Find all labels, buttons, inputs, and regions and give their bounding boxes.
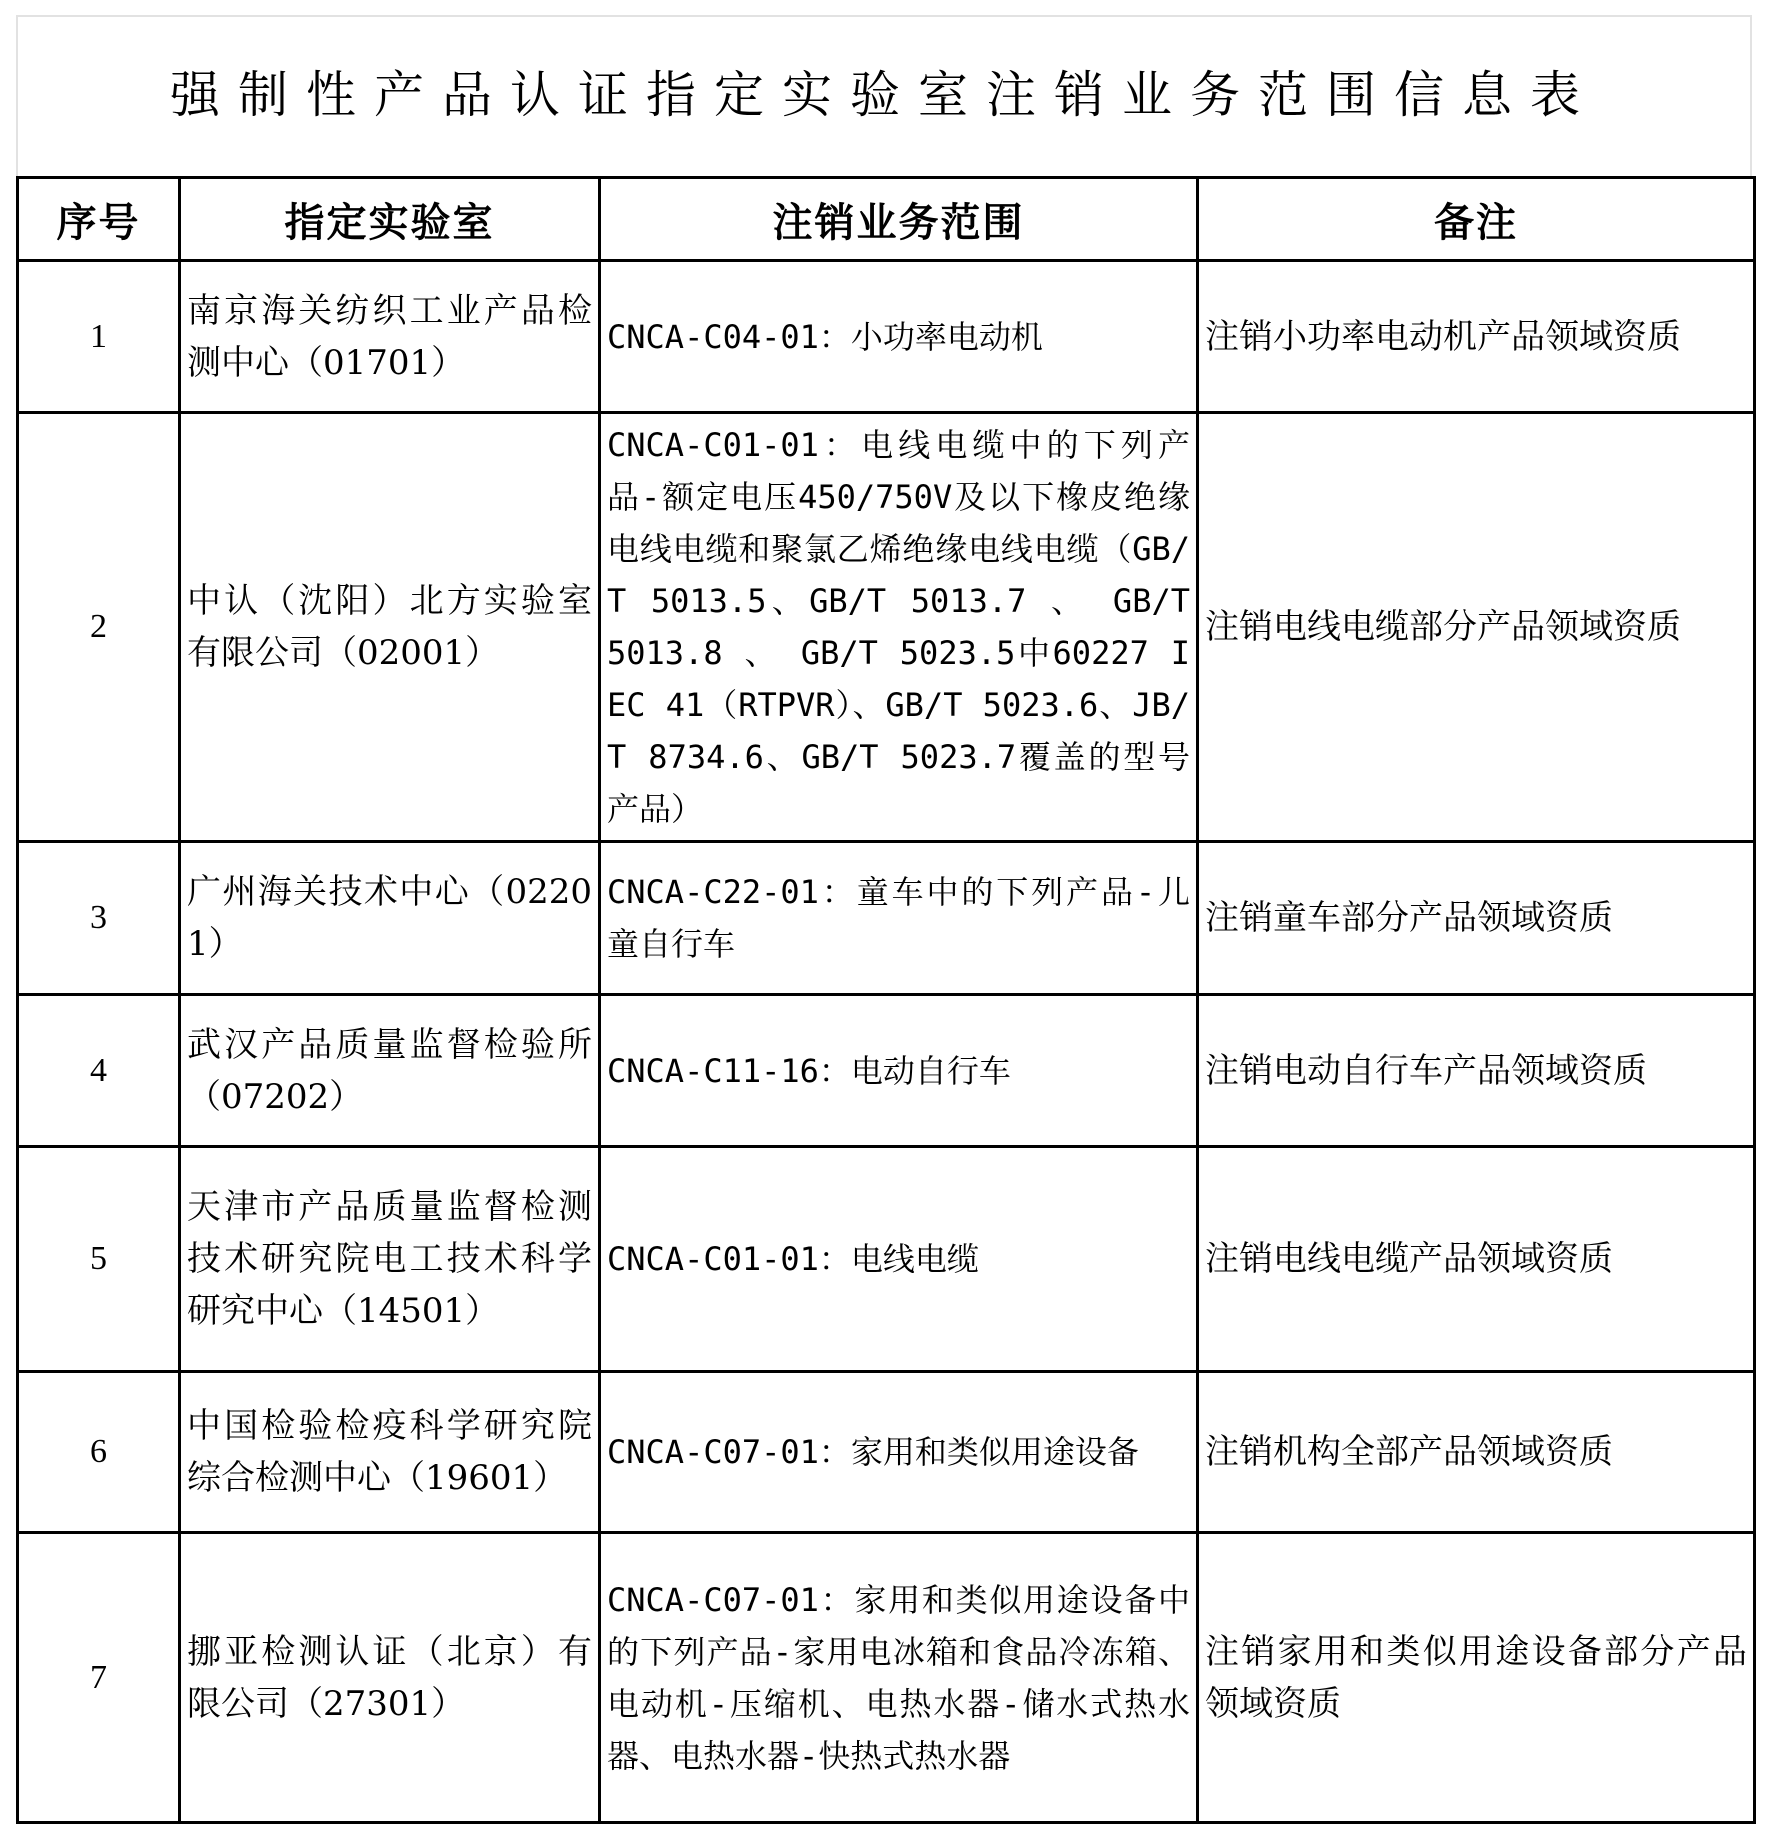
table-row [18, 1533, 1755, 1823]
cell-no: 4 [18, 995, 180, 1147]
cell-remark: 注销家用和类似用途设备部分产品领域资质 [1198, 1533, 1755, 1823]
cell-remark: 注销机构全部产品领域资质 [1198, 1372, 1755, 1533]
table-row [18, 995, 1755, 1147]
cell-scope: CNCA-C07-01：家用和类似用途设备 [600, 1372, 1198, 1533]
table-header-row [18, 178, 1755, 261]
table-row [18, 1147, 1755, 1372]
header-lab: 指定实验室 [180, 178, 600, 261]
cell-scope: CNCA-C11-16：电动自行车 [600, 995, 1198, 1147]
cell-no: 1 [18, 261, 180, 413]
cell-lab: 武汉产品质量监督检验所（07202） [180, 995, 600, 1147]
header-no: 序号 [18, 178, 180, 261]
cell-no: 6 [18, 1372, 180, 1533]
cell-lab: 挪亚检测认证（北京）有限公司（27301） [180, 1533, 600, 1823]
cell-remark: 注销童车部分产品领域资质 [1198, 842, 1755, 995]
table-row [18, 1372, 1755, 1533]
cell-no: 3 [18, 842, 180, 995]
cell-lab: 南京海关纺织工业产品检测中心（01701） [180, 261, 600, 413]
cell-lab: 天津市产品质量监督检测技术研究院电工技术科学研究中心（14501） [180, 1147, 600, 1372]
cell-no: 7 [18, 1533, 180, 1823]
cell-remark: 注销电线电缆产品领域资质 [1198, 1147, 1755, 1372]
cell-lab: 广州海关技术中心（02201） [180, 842, 600, 995]
cell-no: 2 [18, 413, 180, 842]
cell-scope: CNCA-C01-01：电线电缆 [600, 1147, 1198, 1372]
table-row [18, 413, 1755, 842]
cell-remark: 注销电动自行车产品领域资质 [1198, 995, 1755, 1147]
cell-remark: 注销小功率电动机产品领域资质 [1198, 261, 1755, 413]
cell-remark: 注销电线电缆部分产品领域资质 [1198, 413, 1755, 842]
cancellation-table [16, 176, 1756, 1824]
table-row [18, 261, 1755, 413]
cell-lab: 中国检验检疫科学研究院综合检测中心（19601） [180, 1372, 600, 1533]
table-row [18, 842, 1755, 995]
header-scope: 注销业务范围 [600, 178, 1198, 261]
cell-scope: CNCA-C04-01：小功率电动机 [600, 261, 1198, 413]
title-box [16, 15, 1752, 176]
page-title: 强制性产品认证指定实验室注销业务范围信息表 [170, 65, 1598, 124]
cell-scope: CNCA-C22-01：童车中的下列产品-儿童自行车 [600, 842, 1198, 995]
cell-lab: 中认（沈阳）北方实验室有限公司（02001） [180, 413, 600, 842]
header-remark: 备注 [1198, 178, 1755, 261]
cell-scope: CNCA-C01-01：电线电缆中的下列产品-额定电压450/750V及以下橡皮绝缘电线电缆和聚氯乙烯绝缘电线电缆（GB/T 5013.5、GB/T 5013.7 、 GB/T 5013.8 、 GB/T 5023.5中60227 IEC 41（RTPVR）、GB/T 5023.6、JB/T 8734.6、GB/T 5023.7覆盖的型号产品） [600, 413, 1198, 842]
cell-scope: CNCA-C07-01：家用和类似用途设备中的下列产品-家用电冰箱和食品冷冻箱、电动机-压缩机、电热水器-储水式热水器、电热水器-快热式热水器 [600, 1533, 1198, 1823]
cell-no: 5 [18, 1147, 180, 1372]
